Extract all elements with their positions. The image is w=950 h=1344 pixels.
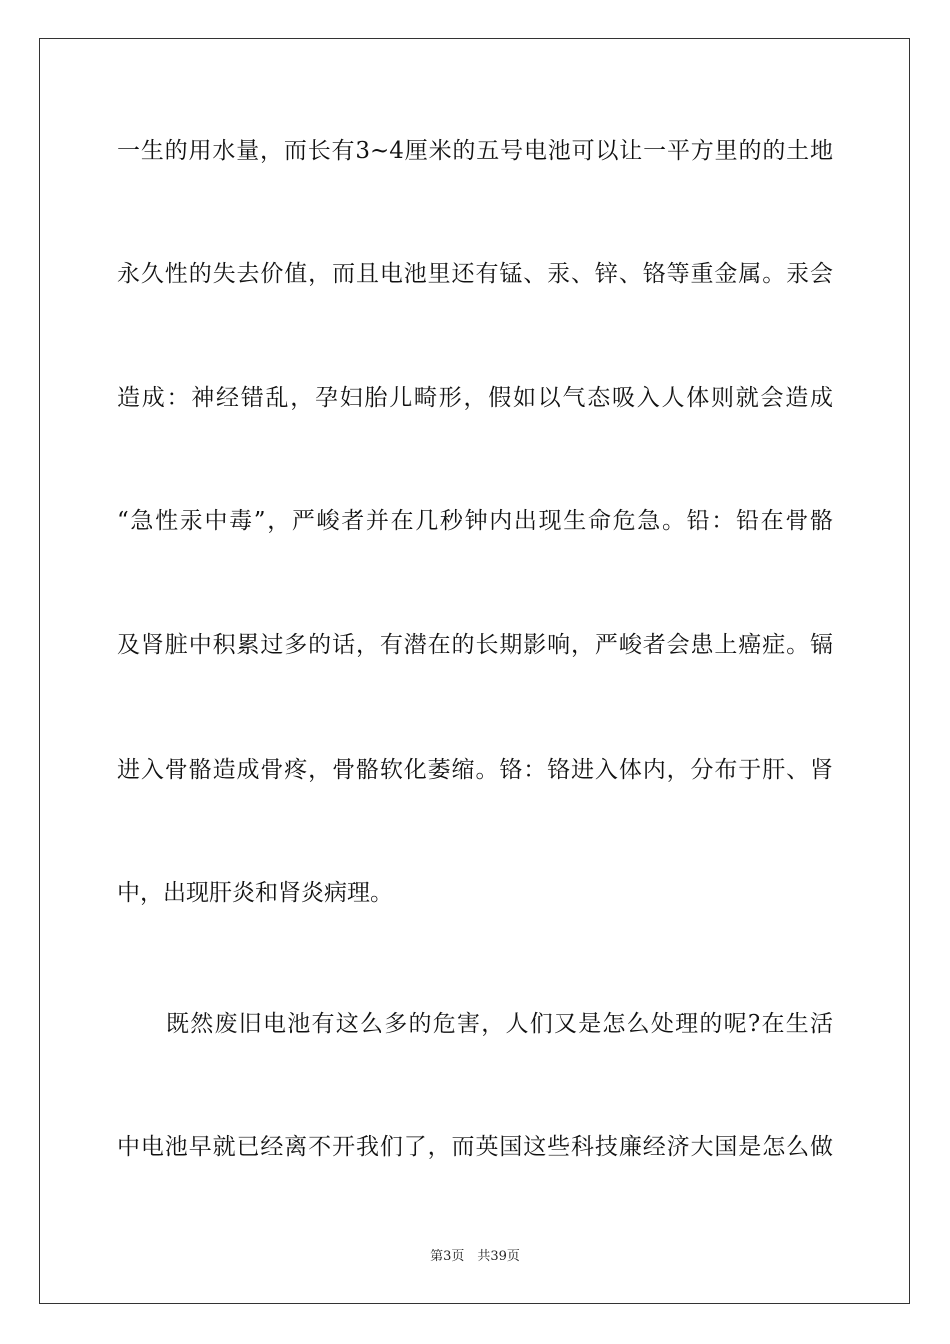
paragraph-line-5: 及肾脏中积累过多的话，有潜在的长期影响，严峻者会患上癌症。镉 [117, 632, 833, 658]
paragraph-line-4: “急性汞中毒”，严峻者并在几秒钟内出现生命危急。铅：铅在骨骼 [117, 508, 833, 534]
paragraph-line-8: 既然废旧电池有这么多的危害，人们又是怎么处理的呢?在生活 [166, 1011, 833, 1037]
paragraph-line-2: 永久性的失去价值，而且电池里还有锰、汞、锌、铬等重金属。汞会 [117, 261, 833, 287]
paragraph-line-9: 中电池早就已经离不开我们了，而英国这些科技廉经济大国是怎么做 [117, 1134, 833, 1160]
paragraph-line-6: 进入骨骼造成骨疼，骨骼软化萎缩。铬：铬进入体内，分布于肝、肾 [117, 757, 833, 783]
paragraph-line-3: 造成：神经错乱，孕妇胎儿畸形，假如以气态吸入人体则就会造成 [117, 385, 833, 411]
page-border [39, 38, 910, 1304]
page-number-footer: 第3页 共39页 [430, 1249, 520, 1264]
paragraph-line-1: 一生的用水量，而长有3~4厘米的五号电池可以让一平方里的的土地 [117, 138, 833, 164]
paragraph-line-7: 中，出现肝炎和肾炎病理。 [117, 880, 393, 906]
